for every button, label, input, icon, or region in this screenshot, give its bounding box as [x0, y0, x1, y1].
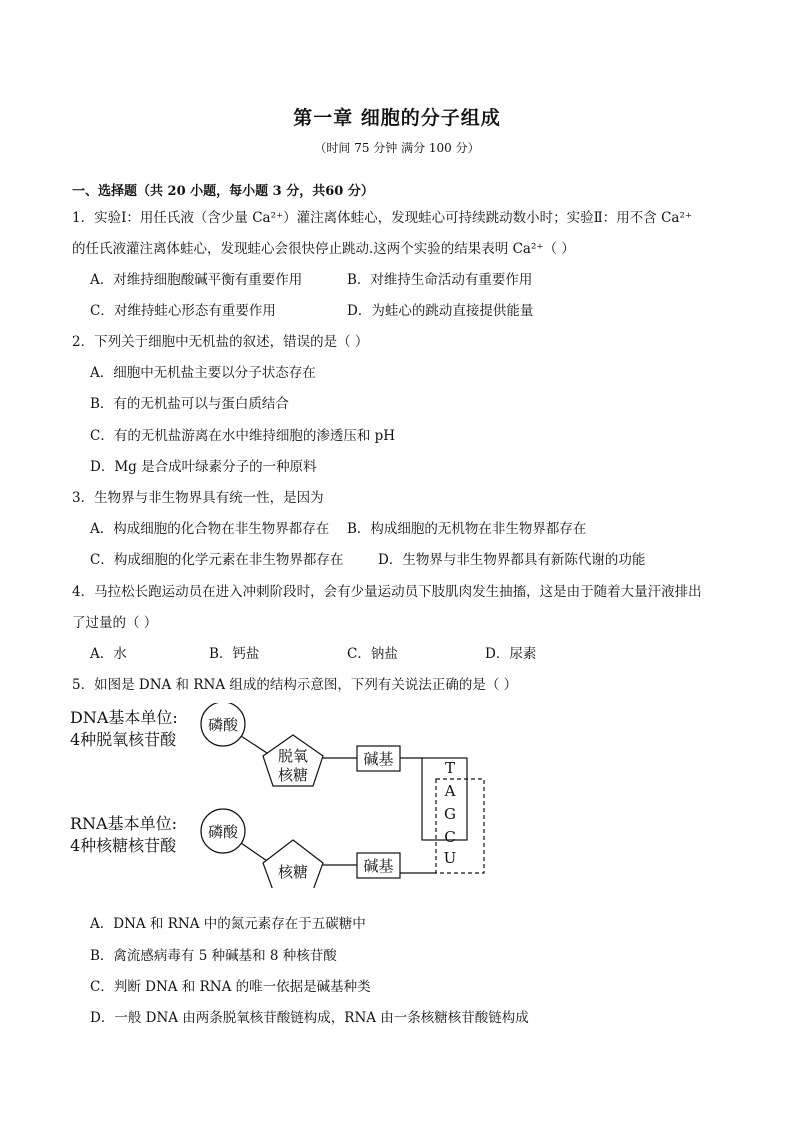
question-4-option-d[interactable]: D．尿素: [485, 646, 537, 662]
question-2-option-a[interactable]: A．细胞中无机盐主要以分子状态存在: [90, 365, 316, 381]
base-letter-a: A: [444, 782, 456, 800]
question-1-option-c[interactable]: C．对维持蛙心形态有重要作用: [90, 303, 276, 319]
question-3-option-b[interactable]: B．构成细胞的无机物在非生物界都存在: [347, 521, 587, 537]
question-5-option-a[interactable]: A．DNA 和 RNA 中的氮元素存在于五碳糖中: [90, 916, 366, 932]
dna-label-line-1: DNA基本单位:: [70, 708, 178, 727]
base-letter-u: U: [443, 849, 457, 867]
rna-base-label: 碱基: [363, 857, 394, 875]
question-1-option-b[interactable]: B．对维持生命活动有重要作用: [347, 272, 533, 288]
question-5-option-b[interactable]: B．禽流感病毒有 5 种碱基和 8 种核苷酸: [90, 948, 337, 964]
deoxyribose-label-line-2: 核糖: [277, 766, 309, 784]
question-2-option-d[interactable]: D．Mg 是合成叶绿素分子的一种原料: [90, 459, 317, 475]
question-2-option-b[interactable]: B．有的无机盐可以与蛋白质结合: [90, 396, 289, 412]
question-4-stem-line-1: 4．马拉松长跑运动员在进入冲刺阶段时，会有少量运动员下肢肌肉发生抽搐，这是由于随着大量汗液排出: [72, 584, 702, 600]
question-4-option-c[interactable]: C．钠盐: [347, 646, 398, 662]
question-4-stem-line-2: 了过量的（ ）: [72, 615, 158, 631]
question-1-stem-line-1: 1．实验Ⅰ：用任氏液（含少量 Ca²⁺）灌注离体蛙心，发现蛙心可持续跳动数小时；实验Ⅱ：用不含 Ca²⁺: [72, 210, 693, 226]
dna-label-line-2: 4种脱氧核苷酸: [70, 730, 177, 749]
rna-label-line-2: 4种核糖核苷酸: [70, 836, 177, 855]
question-3-option-d[interactable]: D．生物界与非生物界都具有新陈代谢的功能: [378, 552, 646, 568]
question-5-option-d[interactable]: D．一般 DNA 由两条脱氧核苷酸链构成，RNA 由一条核糖核苷酸链构成: [90, 1010, 529, 1026]
base-letter-g: G: [444, 805, 456, 823]
base-letter-c: C: [444, 828, 456, 846]
question-3-option-c[interactable]: C．构成细胞的化学元素在非生物界都存在: [90, 552, 344, 568]
question-4-option-b[interactable]: B．钙盐: [209, 646, 260, 662]
dna-phosphate-bond: [241, 736, 270, 755]
question-1-option-d[interactable]: D．为蛙心的跳动直接提供能量: [347, 303, 534, 319]
question-1-option-a[interactable]: A．对维持细胞酸碱平衡有重要作用: [90, 272, 303, 288]
question-1-stem-line-2: 的任氏液灌注离体蛙心，发现蛙心会很快停止跳动.这两个实验的结果表明 Ca²⁺（ ）: [72, 241, 575, 257]
dna-base-label: 碱基: [363, 750, 394, 768]
question-3-option-a[interactable]: A．构成细胞的化合物在非生物界都存在: [90, 521, 330, 537]
question-3-stem: 3．生物界与非生物界具有统一性，是因为: [72, 490, 324, 506]
rna-phosphate-bond: [241, 843, 270, 863]
question-2-option-c[interactable]: C．有的无机盐游离在水中维持细胞的渗透压和 pH: [90, 428, 396, 444]
base-letter-t: T: [444, 759, 456, 777]
question-5-stem: 5．如图是 DNA 和 RNA 组成的结构示意图，下列有关说法正确的是（ ）: [72, 677, 518, 693]
question-2-stem: 2．下列关于细胞中无机盐的叙述，错误的是（ ）: [72, 334, 369, 350]
question-4-option-a[interactable]: A．水: [90, 646, 127, 662]
question-5-option-c[interactable]: C．判断 DNA 和 RNA 的唯一依据是碱基种类: [90, 979, 371, 995]
rna-phosphate-label: 磷酸: [207, 823, 239, 841]
dna-phosphate-label: 磷酸: [207, 716, 239, 734]
page-title: 第一章 细胞的分子组成: [293, 107, 501, 129]
deoxyribose-label-line-1: 脱氧: [277, 747, 309, 765]
exam-info: （时间 75 分钟 满分 100 分）: [314, 141, 480, 155]
rna-label-line-1: RNA基本单位:: [70, 814, 177, 833]
section-heading: 一、选择题（共 20 小题，每小题 3 分，共60 分）: [72, 184, 374, 199]
ribose-label: 核糖: [277, 863, 309, 881]
dna-rna-structure-diagram: [70, 703, 500, 888]
